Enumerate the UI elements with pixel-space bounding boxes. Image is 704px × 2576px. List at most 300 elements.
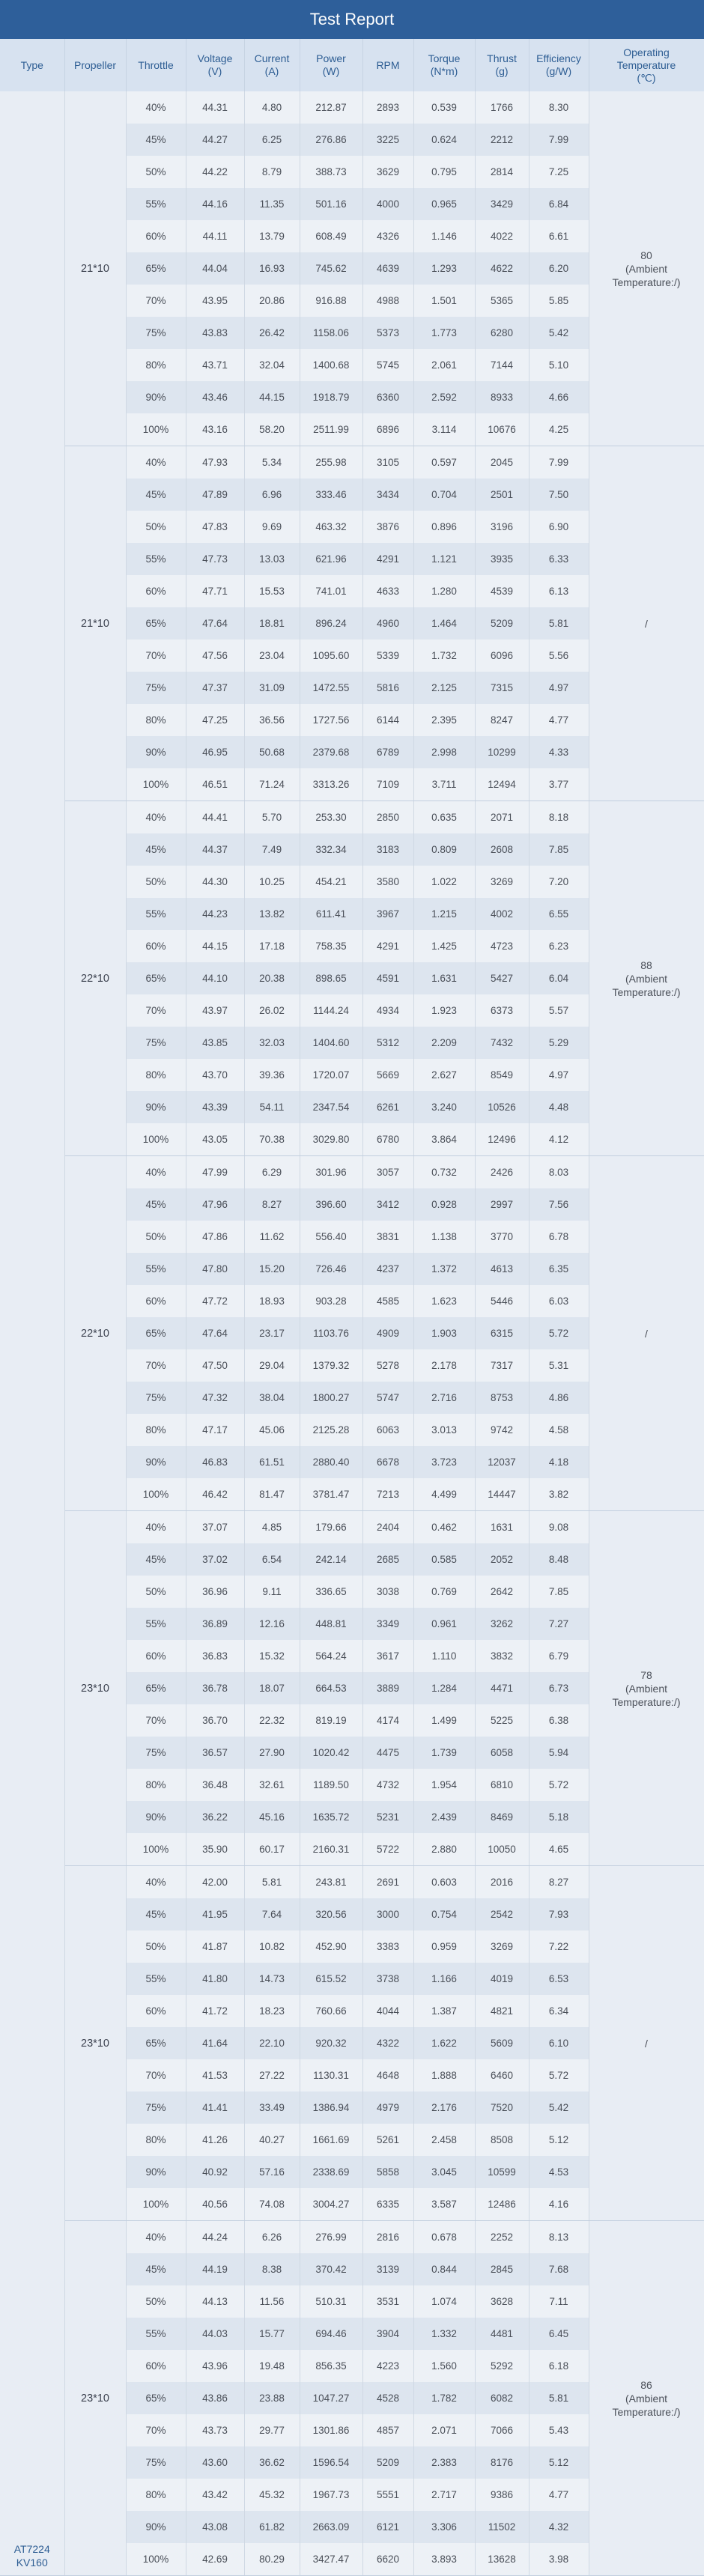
efficiency-cell: 6.10: [529, 2027, 589, 2059]
thrust-cell: 5609: [475, 2027, 529, 2059]
rpm-cell: 4648: [362, 2059, 413, 2092]
voltage-cell: 44.16: [186, 188, 244, 220]
efficiency-cell: 5.72: [529, 2059, 589, 2092]
efficiency-cell: 4.16: [529, 2188, 589, 2221]
torque-cell: 0.624: [413, 124, 475, 156]
power-cell: 896.24: [300, 607, 362, 640]
efficiency-cell: 4.66: [529, 381, 589, 413]
rpm-cell: 3889: [362, 1672, 413, 1704]
throttle-cell: 40%: [126, 91, 186, 124]
voltage-cell: 47.72: [186, 1285, 244, 1317]
thrust-cell: 3832: [475, 1640, 529, 1672]
current-cell: 29.04: [244, 1349, 300, 1382]
rpm-cell: 4988: [362, 285, 413, 317]
power-cell: 276.86: [300, 124, 362, 156]
throttle-cell: 40%: [126, 801, 186, 834]
torque-cell: 2.125: [413, 672, 475, 704]
rpm-cell: 4326: [362, 220, 413, 252]
power-cell: 3004.27: [300, 2188, 362, 2221]
rpm-cell: 3412: [362, 1188, 413, 1221]
rpm-cell: 4237: [362, 1253, 413, 1285]
thrust-cell: 9386: [475, 2479, 529, 2511]
power-cell: 2379.68: [300, 736, 362, 768]
voltage-cell: 43.83: [186, 317, 244, 349]
thrust-cell: 12494: [475, 768, 529, 801]
efficiency-cell: 5.42: [529, 2092, 589, 2124]
efficiency-cell: 7.22: [529, 1931, 589, 1963]
efficiency-cell: 7.56: [529, 1188, 589, 1221]
throttle-cell: 90%: [126, 736, 186, 768]
efficiency-cell: 5.12: [529, 2124, 589, 2156]
rpm-cell: 4585: [362, 1285, 413, 1317]
power-cell: 179.66: [300, 1511, 362, 1544]
thrust-cell: 3269: [475, 1931, 529, 1963]
current-cell: 19.48: [244, 2350, 300, 2382]
thrust-cell: 2052: [475, 1543, 529, 1576]
throttle-cell: 70%: [126, 285, 186, 317]
efficiency-cell: 3.98: [529, 2543, 589, 2576]
throttle-cell: 55%: [126, 898, 186, 930]
rpm-cell: 4044: [362, 1995, 413, 2027]
current-cell: 18.93: [244, 1285, 300, 1317]
thrust-cell: 8933: [475, 381, 529, 413]
power-cell: 3029.80: [300, 1123, 362, 1156]
thrust-cell: 3628: [475, 2285, 529, 2318]
propeller-cell: 23*10: [64, 1511, 126, 1866]
torque-cell: 1.782: [413, 2382, 475, 2414]
torque-cell: 1.773: [413, 317, 475, 349]
thrust-cell: 3935: [475, 543, 529, 575]
power-cell: 1144.24: [300, 994, 362, 1027]
rpm-cell: 3738: [362, 1963, 413, 1995]
thrust-cell: 2212: [475, 124, 529, 156]
current-cell: 61.51: [244, 1446, 300, 1478]
thrust-cell: 2608: [475, 833, 529, 866]
thrust-cell: 4723: [475, 930, 529, 962]
power-cell: 664.53: [300, 1672, 362, 1704]
thrust-cell: 3196: [475, 511, 529, 543]
torque-cell: 0.603: [413, 1866, 475, 1899]
thrust-cell: 12496: [475, 1123, 529, 1156]
thrust-cell: 6096: [475, 640, 529, 672]
rpm-cell: 4960: [362, 607, 413, 640]
torque-cell: 2.998: [413, 736, 475, 768]
operating-temperature-cell: /: [589, 446, 704, 801]
rpm-cell: 4909: [362, 1317, 413, 1349]
rpm-cell: 2816: [362, 2221, 413, 2254]
throttle-cell: 55%: [126, 1253, 186, 1285]
table-row: [0, 1866, 704, 1899]
voltage-cell: 47.25: [186, 704, 244, 736]
efficiency-cell: 4.12: [529, 1123, 589, 1156]
voltage-cell: 44.04: [186, 252, 244, 285]
rpm-cell: 4639: [362, 252, 413, 285]
thrust-cell: 7066: [475, 2414, 529, 2446]
throttle-cell: 100%: [126, 2188, 186, 2221]
torque-cell: 0.754: [413, 1898, 475, 1931]
throttle-cell: 45%: [126, 124, 186, 156]
current-cell: 27.22: [244, 2059, 300, 2092]
throttle-cell: 60%: [126, 2350, 186, 2382]
power-cell: 1020.42: [300, 1737, 362, 1769]
current-cell: 26.02: [244, 994, 300, 1027]
voltage-cell: 47.56: [186, 640, 244, 672]
current-cell: 7.64: [244, 1898, 300, 1931]
power-cell: 3313.26: [300, 768, 362, 801]
thrust-cell: 10676: [475, 413, 529, 446]
voltage-cell: 40.92: [186, 2156, 244, 2188]
throttle-cell: 75%: [126, 672, 186, 704]
rpm-cell: 3967: [362, 898, 413, 930]
efficiency-cell: 3.82: [529, 1478, 589, 1511]
current-cell: 4.80: [244, 91, 300, 124]
power-cell: 556.40: [300, 1221, 362, 1253]
torque-cell: 2.209: [413, 1027, 475, 1059]
thrust-cell: 10599: [475, 2156, 529, 2188]
voltage-cell: 41.72: [186, 1995, 244, 2027]
voltage-cell: 47.37: [186, 672, 244, 704]
power-cell: 1472.55: [300, 672, 362, 704]
rpm-cell: 3183: [362, 833, 413, 866]
voltage-cell: 44.11: [186, 220, 244, 252]
rpm-cell: 5209: [362, 2446, 413, 2479]
rpm-cell: 5747: [362, 1382, 413, 1414]
table-row: [0, 446, 704, 479]
voltage-cell: 43.39: [186, 1091, 244, 1123]
power-cell: 1301.86: [300, 2414, 362, 2446]
throttle-cell: 65%: [126, 2027, 186, 2059]
voltage-cell: 47.50: [186, 1349, 244, 1382]
power-cell: 332.34: [300, 833, 362, 866]
power-cell: 1379.32: [300, 1349, 362, 1382]
torque-cell: 1.110: [413, 1640, 475, 1672]
thrust-cell: 2071: [475, 801, 529, 834]
current-cell: 15.32: [244, 1640, 300, 1672]
throttle-cell: 45%: [126, 833, 186, 866]
thrust-cell: 2997: [475, 1188, 529, 1221]
motor-type-cell: AT7224 KV160: [0, 91, 64, 2576]
current-cell: 81.47: [244, 1478, 300, 1511]
voltage-cell: 43.60: [186, 2446, 244, 2479]
voltage-cell: 41.41: [186, 2092, 244, 2124]
throttle-cell: 40%: [126, 2221, 186, 2254]
thrust-cell: 2045: [475, 446, 529, 479]
power-cell: 1727.56: [300, 704, 362, 736]
thrust-cell: 1766: [475, 91, 529, 124]
rpm-cell: 4528: [362, 2382, 413, 2414]
throttle-cell: 80%: [126, 349, 186, 381]
rpm-cell: 2685: [362, 1543, 413, 1576]
operating-temperature-cell: /: [589, 1866, 704, 2221]
power-cell: 2511.99: [300, 413, 362, 446]
current-cell: 6.26: [244, 2221, 300, 2254]
efficiency-cell: 4.97: [529, 672, 589, 704]
power-cell: 856.35: [300, 2350, 362, 2382]
throttle-cell: 100%: [126, 2543, 186, 2576]
table-row: [0, 1511, 704, 1544]
efficiency-cell: 7.85: [529, 1576, 589, 1608]
header-rpm: RPM: [362, 39, 413, 91]
efficiency-cell: 4.33: [529, 736, 589, 768]
torque-cell: 2.439: [413, 1801, 475, 1833]
throttle-cell: 70%: [126, 2414, 186, 2446]
efficiency-cell: 7.50: [529, 479, 589, 511]
efficiency-cell: 4.53: [529, 2156, 589, 2188]
throttle-cell: 40%: [126, 446, 186, 479]
torque-cell: 1.387: [413, 1995, 475, 2027]
efficiency-cell: 6.90: [529, 511, 589, 543]
voltage-cell: 43.70: [186, 1059, 244, 1091]
rpm-cell: 3629: [362, 156, 413, 188]
thrust-cell: 6460: [475, 2059, 529, 2092]
voltage-cell: 43.86: [186, 2382, 244, 2414]
current-cell: 18.07: [244, 1672, 300, 1704]
voltage-cell: 44.37: [186, 833, 244, 866]
torque-cell: 2.627: [413, 1059, 475, 1091]
thrust-cell: 2542: [475, 1898, 529, 1931]
torque-cell: 0.961: [413, 1608, 475, 1640]
current-cell: 6.25: [244, 124, 300, 156]
efficiency-cell: 5.72: [529, 1317, 589, 1349]
power-cell: 1404.60: [300, 1027, 362, 1059]
rpm-cell: 3000: [362, 1898, 413, 1931]
propeller-cell: 22*10: [64, 801, 126, 1156]
throttle-cell: 50%: [126, 1576, 186, 1608]
torque-cell: 1.074: [413, 2285, 475, 2318]
torque-cell: 3.306: [413, 2511, 475, 2543]
efficiency-cell: 7.25: [529, 156, 589, 188]
torque-cell: 1.022: [413, 866, 475, 898]
throttle-cell: 60%: [126, 1640, 186, 1672]
throttle-cell: 70%: [126, 2059, 186, 2092]
efficiency-cell: 6.03: [529, 1285, 589, 1317]
throttle-cell: 50%: [126, 1221, 186, 1253]
thrust-cell: 13628: [475, 2543, 529, 2576]
voltage-cell: 43.85: [186, 1027, 244, 1059]
power-cell: 2663.09: [300, 2511, 362, 2543]
efficiency-cell: 8.13: [529, 2221, 589, 2254]
throttle-cell: 100%: [126, 1123, 186, 1156]
rpm-cell: 4223: [362, 2350, 413, 2382]
voltage-cell: 43.96: [186, 2350, 244, 2382]
current-cell: 10.25: [244, 866, 300, 898]
torque-cell: 2.592: [413, 381, 475, 413]
torque-cell: 1.293: [413, 252, 475, 285]
rpm-cell: 6620: [362, 2543, 413, 2576]
rpm-cell: 6121: [362, 2511, 413, 2543]
efficiency-cell: 6.84: [529, 188, 589, 220]
voltage-cell: 43.05: [186, 1123, 244, 1156]
torque-cell: 0.732: [413, 1156, 475, 1189]
voltage-cell: 41.87: [186, 1931, 244, 1963]
throttle-cell: 60%: [126, 1995, 186, 2027]
thrust-cell: 7144: [475, 349, 529, 381]
efficiency-cell: 6.33: [529, 543, 589, 575]
torque-cell: 0.462: [413, 1511, 475, 1544]
thrust-cell: 5427: [475, 962, 529, 994]
thrust-cell: 2845: [475, 2253, 529, 2285]
torque-cell: 1.499: [413, 1704, 475, 1737]
voltage-cell: 44.15: [186, 930, 244, 962]
power-cell: 276.99: [300, 2221, 362, 2254]
thrust-cell: 12037: [475, 1446, 529, 1478]
power-cell: 253.30: [300, 801, 362, 834]
torque-cell: 0.965: [413, 188, 475, 220]
efficiency-cell: 7.27: [529, 1608, 589, 1640]
torque-cell: 1.280: [413, 575, 475, 607]
current-cell: 13.82: [244, 898, 300, 930]
current-cell: 11.56: [244, 2285, 300, 2318]
voltage-cell: 44.27: [186, 124, 244, 156]
power-cell: 320.56: [300, 1898, 362, 1931]
rpm-cell: 3531: [362, 2285, 413, 2318]
efficiency-cell: 6.23: [529, 930, 589, 962]
torque-cell: 3.587: [413, 2188, 475, 2221]
header-power: Power (W): [300, 39, 362, 91]
power-cell: 898.65: [300, 962, 362, 994]
throttle-cell: 70%: [126, 1704, 186, 1737]
rpm-cell: 3434: [362, 479, 413, 511]
voltage-cell: 43.08: [186, 2511, 244, 2543]
thrust-cell: 8508: [475, 2124, 529, 2156]
voltage-cell: 44.30: [186, 866, 244, 898]
thrust-cell: 2426: [475, 1156, 529, 1189]
throttle-cell: 55%: [126, 1963, 186, 1995]
torque-cell: 1.215: [413, 898, 475, 930]
current-cell: 7.49: [244, 833, 300, 866]
efficiency-cell: 6.13: [529, 575, 589, 607]
thrust-cell: 6058: [475, 1737, 529, 1769]
current-cell: 60.17: [244, 1833, 300, 1866]
efficiency-cell: 7.68: [529, 2253, 589, 2285]
power-cell: 615.52: [300, 1963, 362, 1995]
power-cell: 1661.69: [300, 2124, 362, 2156]
voltage-cell: 41.80: [186, 1963, 244, 1995]
thrust-cell: 3262: [475, 1608, 529, 1640]
power-cell: 1967.73: [300, 2479, 362, 2511]
current-cell: 39.36: [244, 1059, 300, 1091]
torque-cell: 1.631: [413, 962, 475, 994]
throttle-cell: 80%: [126, 704, 186, 736]
rpm-cell: 3057: [362, 1156, 413, 1189]
voltage-cell: 36.22: [186, 1801, 244, 1833]
rpm-cell: 5722: [362, 1833, 413, 1866]
power-cell: 916.88: [300, 285, 362, 317]
propeller-cell: 21*10: [64, 91, 126, 446]
power-cell: 3781.47: [300, 1478, 362, 1511]
rpm-cell: 4934: [362, 994, 413, 1027]
power-cell: 694.46: [300, 2318, 362, 2350]
efficiency-cell: 6.38: [529, 1704, 589, 1737]
rpm-cell: 2850: [362, 801, 413, 834]
table-body: [0, 91, 704, 2576]
voltage-cell: 47.73: [186, 543, 244, 575]
power-cell: 510.31: [300, 2285, 362, 2318]
current-cell: 23.17: [244, 1317, 300, 1349]
current-cell: 33.49: [244, 2092, 300, 2124]
efficiency-cell: 4.32: [529, 2511, 589, 2543]
thrust-cell: 8549: [475, 1059, 529, 1091]
torque-cell: 0.585: [413, 1543, 475, 1576]
efficiency-cell: 3.77: [529, 768, 589, 801]
current-cell: 14.73: [244, 1963, 300, 1995]
power-cell: 242.14: [300, 1543, 362, 1576]
efficiency-cell: 4.18: [529, 1446, 589, 1478]
thrust-cell: 3770: [475, 1221, 529, 1253]
power-cell: 1400.68: [300, 349, 362, 381]
operating-temperature-cell: 86 (Ambient Temperature:/): [589, 2221, 704, 2576]
throttle-cell: 80%: [126, 1059, 186, 1091]
current-cell: 4.85: [244, 1511, 300, 1544]
efficiency-cell: 4.48: [529, 1091, 589, 1123]
thrust-cell: 2501: [475, 479, 529, 511]
current-cell: 40.27: [244, 2124, 300, 2156]
rpm-cell: 5278: [362, 1349, 413, 1382]
efficiency-cell: 7.93: [529, 1898, 589, 1931]
efficiency-cell: 5.31: [529, 1349, 589, 1382]
power-cell: 336.65: [300, 1576, 362, 1608]
torque-cell: 0.959: [413, 1931, 475, 1963]
throttle-cell: 90%: [126, 1091, 186, 1123]
throttle-cell: 50%: [126, 156, 186, 188]
rpm-cell: 3831: [362, 1221, 413, 1253]
voltage-cell: 36.96: [186, 1576, 244, 1608]
throttle-cell: 65%: [126, 1317, 186, 1349]
thrust-cell: 2252: [475, 2221, 529, 2254]
voltage-cell: 47.89: [186, 479, 244, 511]
throttle-cell: 80%: [126, 2479, 186, 2511]
efficiency-cell: 4.77: [529, 2479, 589, 2511]
rpm-cell: 3904: [362, 2318, 413, 2350]
power-cell: 1635.72: [300, 1801, 362, 1833]
header-propeller: Propeller: [64, 39, 126, 91]
torque-cell: 1.464: [413, 607, 475, 640]
thrust-cell: 4002: [475, 898, 529, 930]
rpm-cell: 2893: [362, 91, 413, 124]
rpm-cell: 6335: [362, 2188, 413, 2221]
thrust-cell: 4019: [475, 1963, 529, 1995]
rpm-cell: 6144: [362, 704, 413, 736]
voltage-cell: 43.73: [186, 2414, 244, 2446]
rpm-cell: 7109: [362, 768, 413, 801]
rpm-cell: 3383: [362, 1931, 413, 1963]
voltage-cell: 44.31: [186, 91, 244, 124]
throttle-cell: 80%: [126, 2124, 186, 2156]
thrust-cell: 10526: [475, 1091, 529, 1123]
throttle-cell: 55%: [126, 1608, 186, 1640]
thrust-cell: 5365: [475, 285, 529, 317]
throttle-cell: 60%: [126, 220, 186, 252]
voltage-cell: 44.22: [186, 156, 244, 188]
propeller-cell: 23*10: [64, 1866, 126, 2221]
power-cell: 255.98: [300, 446, 362, 479]
torque-cell: 1.903: [413, 1317, 475, 1349]
efficiency-cell: 6.73: [529, 1672, 589, 1704]
rpm-cell: 7213: [362, 1478, 413, 1511]
current-cell: 58.20: [244, 413, 300, 446]
thrust-cell: 2814: [475, 156, 529, 188]
torque-cell: 2.176: [413, 2092, 475, 2124]
throttle-cell: 50%: [126, 511, 186, 543]
throttle-cell: 55%: [126, 2318, 186, 2350]
torque-cell: 0.769: [413, 1576, 475, 1608]
voltage-cell: 46.95: [186, 736, 244, 768]
power-cell: 1103.76: [300, 1317, 362, 1349]
throttle-cell: 80%: [126, 1769, 186, 1801]
current-cell: 15.77: [244, 2318, 300, 2350]
rpm-cell: 2404: [362, 1511, 413, 1544]
rpm-cell: 6896: [362, 413, 413, 446]
